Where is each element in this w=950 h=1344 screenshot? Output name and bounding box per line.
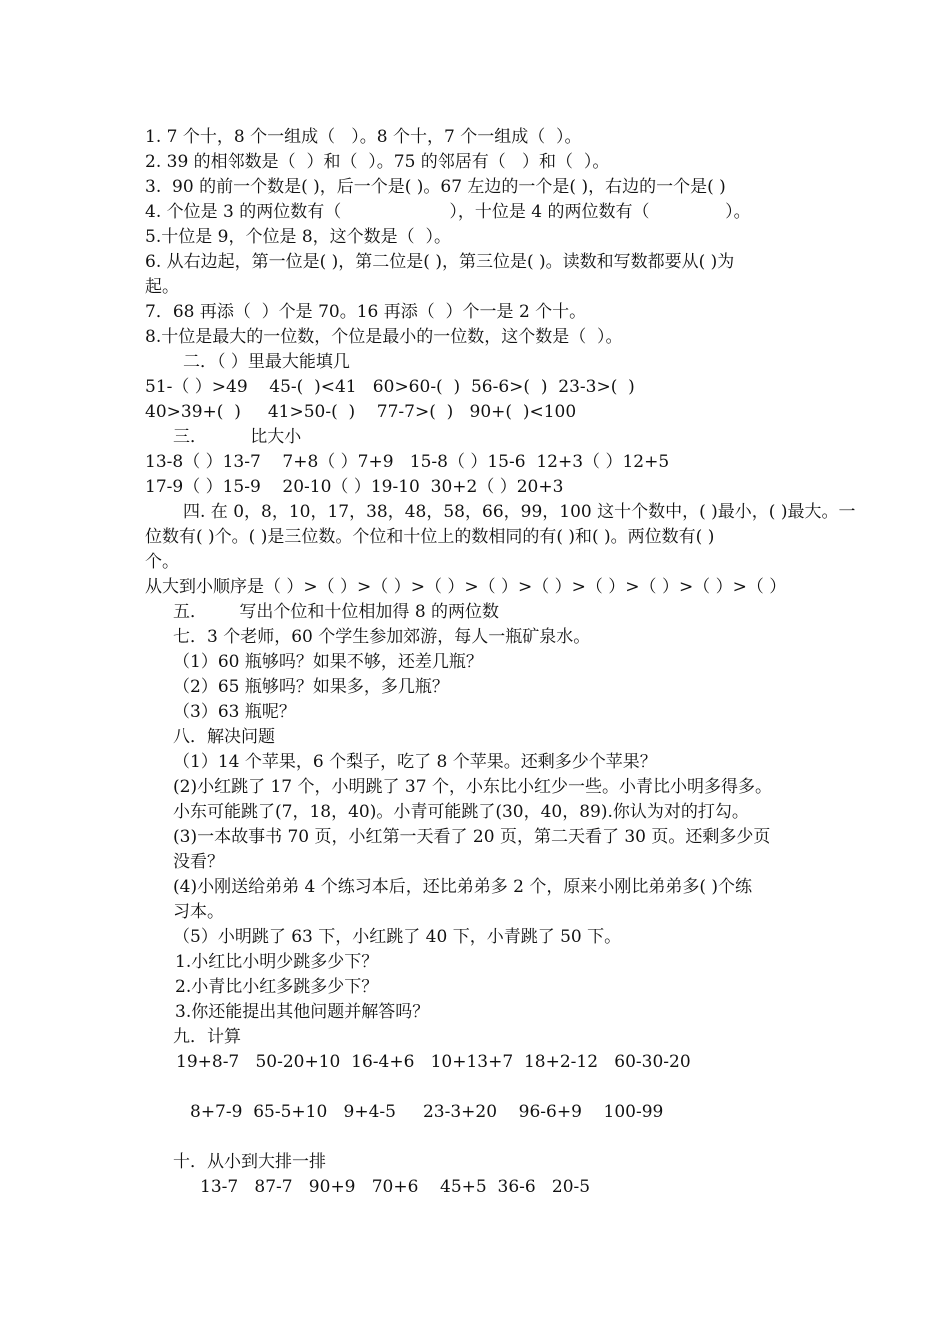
question-5-line: 5.十位是 9，个位是 8，这个数是（ ）。 <box>145 227 451 247</box>
section-8-q3-line-2: 没看？ <box>173 852 224 872</box>
question-7-line: 7．68 再添（ ）个是 70。16 再添（ ）个一是 2 个十。 <box>145 302 587 322</box>
section-9-row-2: 8+7-9 65-5+10 9+4-5 23-3+20 96-6+9 100-99 <box>190 1102 664 1122</box>
section-3-row-1: 13-8（ ）13-7 7+8（ ）7+9 15-8（ ）15-6 12+3（ ）12+5 <box>145 452 670 472</box>
section-9-heading: 九．计算 <box>173 1027 241 1047</box>
section-8-q1: （1）14 个苹果，6 个梨子，吃了 8 个苹果。还剩多少个苹果？ <box>173 752 657 772</box>
section-8-q5-sub-2: 2.小青比小红多跳多少下？ <box>175 977 379 997</box>
section-5-heading: 五． 写出个位和十位相加得 8 的两位数 <box>173 602 500 622</box>
section-7-heading: 七．3 个老师，60 个学生参加郊游，每人一瓶矿泉水。 <box>173 627 591 647</box>
section-3-heading: 三． 比大小 <box>173 427 302 447</box>
section-9-row-1: 19+8-7 50-20+10 16-4+6 10+13+7 18+2-12 60-30-20 <box>176 1052 691 1072</box>
section-8-q4-line-1: (4)小刚送给弟弟 4 个练习本后，还比弟弟多 2 个，原来小刚比弟弟多( )个练 <box>173 877 752 897</box>
section-7-q3: （3）63 瓶呢？ <box>173 702 296 722</box>
section-8-q5-sub-3: 3.你还能提出其他问题并解答吗？ <box>175 1002 430 1022</box>
question-3-line: 3. 90 的前一个数是( )，后一个是( )。67 左边的一个是( )，右边的一个是( ) <box>145 177 726 197</box>
question-1-line: 1. 7 个十，8 个一组成（ ）。8 个十，7 个一组成（ ）。 <box>145 127 582 147</box>
question-8-line: 8.十位是最大的一位数，个位是最小的一位数，这个数是（ ）。 <box>145 327 623 347</box>
section-2-heading: 二．（ ）里最大能填几 <box>183 352 350 372</box>
question-4-line: 4. 个位是 3 的两位数有（ ），十位是 4 的两位数有（ ）。 <box>145 202 751 222</box>
section-7-q2: （2）65 瓶够吗？如果多，多几瓶？ <box>173 677 449 697</box>
section-8-heading: 八．解决问题 <box>173 727 275 747</box>
section-3-row-2: 17-9（ ）15-9 20-10（ ）19-10 30+2（ ）20+3 <box>145 477 564 497</box>
section-4-line-3: 个。 <box>145 552 179 572</box>
section-8-q4-line-2: 习本。 <box>173 902 224 922</box>
section-4-line-2: 位数有( )个。( )是三位数。个位和十位上的数相同的有( )和( )。两位数有( ) <box>145 527 715 547</box>
section-10-row: 13-7 87-7 90+9 70+6 45+5 36-6 20-5 <box>200 1177 591 1197</box>
section-8-q5: （5）小明跳了 63 下，小红跳了 40 下，小青跳了 50 下。 <box>173 927 622 947</box>
section-8-q2-line-2: 小东可能跳了(7，18，40)。小青可能跳了(30，40，89).你认为对的打勾。 <box>173 802 749 822</box>
section-10-heading: 十．从小到大排一排 <box>173 1152 326 1172</box>
section-8-q3-line-1: (3)一本故事书 70 页，小红第一天看了 20 页，第二天看了 30 页。还剩多少页 <box>173 827 771 847</box>
section-8-q5-sub-1: 1.小红比小明少跳多少下？ <box>175 952 379 972</box>
section-2-row-2: 40>39+( ) 41>50-( ) 77-7>( ) 90+( )<100 <box>145 402 577 422</box>
question-6-line: 6. 从右边起，第一位是( )，第二位是( )，第三位是( )。读数和写数都要从( )为 <box>145 252 735 272</box>
ordering-line: 从大到小顺序是（ ）>（ ）>（ ）>（ ）>（ ）>（ ）>（ ）>（ ）>（ ）>（ ） <box>145 577 787 597</box>
question-6-continued: 起。 <box>145 277 179 297</box>
section-2-row-1: 51-（ ）>49 45-( )<41 60>60-( ) 56-6>( ) 23-3>( ) <box>145 377 635 397</box>
section-8-q2-line-1: (2)小红跳了 17 个，小明跳了 37 个，小东比小红少一些。小青比小明多得多。 <box>173 777 772 797</box>
question-2-line: 2. 39 的相邻数是（ ）和（ ）。75 的邻居有（ ）和（ ）。 <box>145 152 610 172</box>
section-4-line-1: 四. 在 0，8，10，17，38，48，58，66，99，100 这十个数中，( )最小，( )最大。一 <box>183 502 856 522</box>
section-7-q1: （1）60 瓶够吗？如果不够，还差几瓶？ <box>173 652 483 672</box>
